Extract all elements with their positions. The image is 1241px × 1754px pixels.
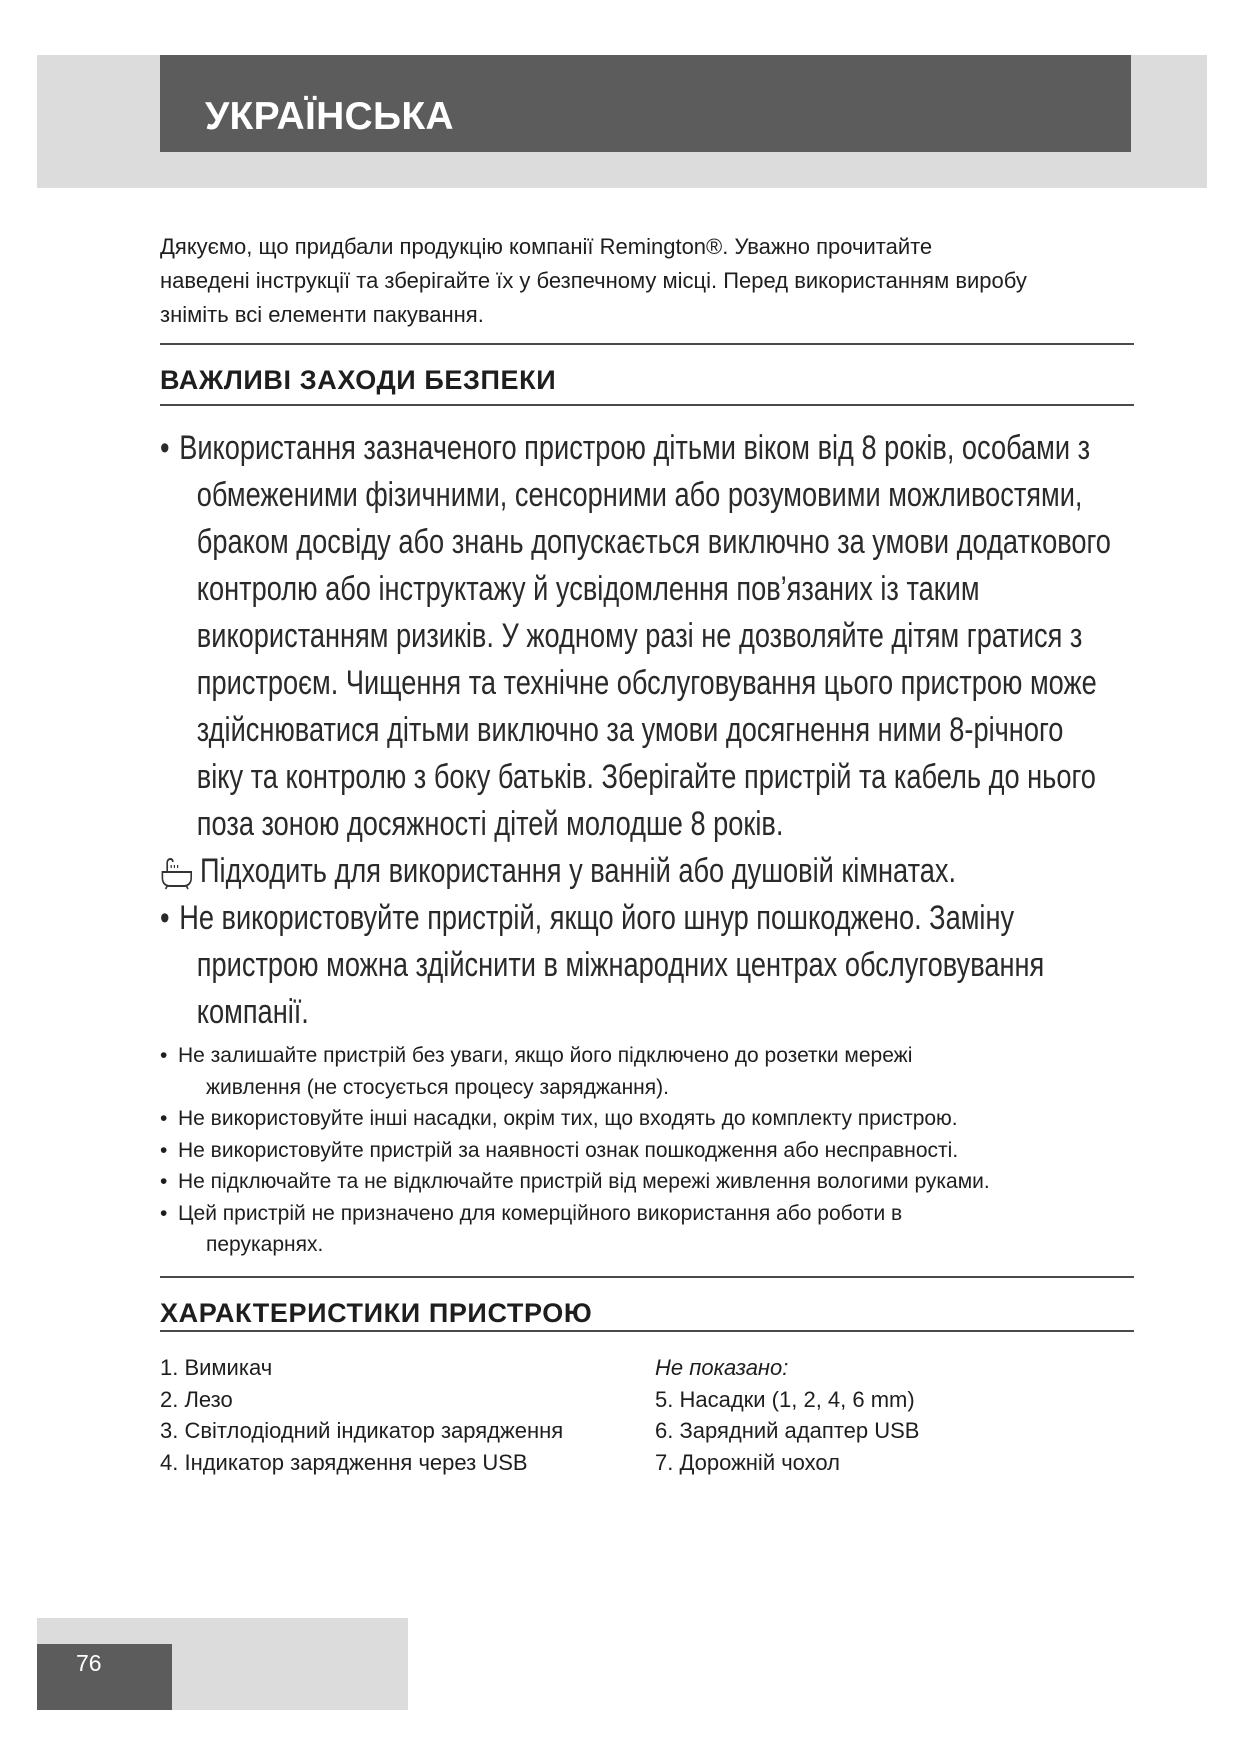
safety-small-list (160, 1040, 1140, 1261)
list-item: • Не залишайте пристрій без уваги, якщо його підключено до розетки мережі живлення (не стосується процесу заряджання). (160, 1040, 1140, 1103)
intro-line: Дякуємо, що придбали продукцію компанії Remington®. Уважно прочитайте (160, 234, 933, 259)
page-number: 76 (76, 1650, 102, 1676)
safety-item-cord (160, 895, 1045, 1036)
list-item: 6. Зарядний адаптер USB (655, 1418, 920, 1443)
list-item: 3. Світлодіодний індикатор зарядження (160, 1418, 564, 1443)
list-item: • Не використовуйте інші насадки, окрім тих, що входять до комплекту пристрою. (160, 1103, 1140, 1135)
page-title: УКРАЇНСЬКА (205, 95, 454, 138)
features-list-left (160, 1352, 563, 1478)
safety-item-children (160, 425, 1111, 848)
section-rule-bottom (160, 1330, 1134, 1332)
list-item: • Цей пристрій не призначено для комерційного використання або роботи в перукарнях. (160, 1198, 1140, 1261)
list-item: 1. Вимикач (160, 1355, 273, 1380)
list-item: 5. Насадки (1, 2, 4, 6 mm) (655, 1386, 915, 1412)
bullet: • (160, 899, 170, 937)
features-list-right (655, 1352, 919, 1478)
list-item: • Не підключайте та не відключайте пристрій від мережі живлення вологими руками. (160, 1166, 1140, 1198)
safety-item-bathroom (160, 848, 957, 895)
bullet: • (160, 1044, 168, 1067)
section-rule-bottom (160, 404, 1134, 406)
list-item: 4. Індикатор зарядження через USB (160, 1449, 528, 1475)
bullet: • (160, 1107, 168, 1130)
list-item: 2. Лезо (160, 1386, 233, 1412)
intro-text (160, 230, 1120, 332)
section-rule-top (160, 1276, 1134, 1278)
footer-box (37, 1644, 172, 1710)
list-item: 7. Дорожній чохол (655, 1449, 841, 1475)
list-item: • Не використовуйте пристрій, якщо його шнур пошкоджено. Заміну пристрою можна здійснити в міжнародних центрах обслуговування компанії. (160, 895, 948, 1036)
section-rule-top (160, 343, 1134, 345)
bathtub-icon (160, 856, 194, 890)
bullet: • (160, 429, 170, 467)
bullet: • (160, 1201, 168, 1225)
bullet: • (160, 1170, 168, 1193)
features-heading: ХАРАКТЕРИСТИКИ ПРИСТРОЮ (160, 1298, 593, 1328)
bullet: • (160, 1138, 168, 1162)
not-shown-label: Не показано: (655, 1355, 789, 1380)
intro-line: зніміть всі елементи пакування. (160, 302, 484, 327)
list-item: • Використання зазначеного пристрою дітьми віком від 8 років, особами з обмеженими фізичними, сенсорними або розумовими можливостями, браком досвіду або знань допускається виключно за умови додаткового контролю або інструктажу й усвідомлення пов’язаних із таким використанням ризиків. У жодному разі не дозволяйте дітям гратися з пристроєм. Чищення та технічне обслуговування цього пристрою може здійснюватися дітьми виключно за умови досягнення ними 8-річного віку та контролю з боку батьків. Зберігайте пристрій та кабель до нього поза зоною досяжності дітей молодше 8 років. (160, 425, 948, 848)
list-item: Підходить для використання у ванній або душовій кімнатах. (160, 848, 948, 895)
intro-line: наведені інструкції та зберігайте їх у безпечному місці. Перед використанням виробу (160, 268, 1027, 293)
list-item: • Не використовуйте пристрій за наявності ознак пошкодження або несправності. (160, 1135, 1140, 1167)
safety-heading: ВАЖЛИВІ ЗАХОДИ БЕЗПЕКИ (160, 365, 557, 395)
